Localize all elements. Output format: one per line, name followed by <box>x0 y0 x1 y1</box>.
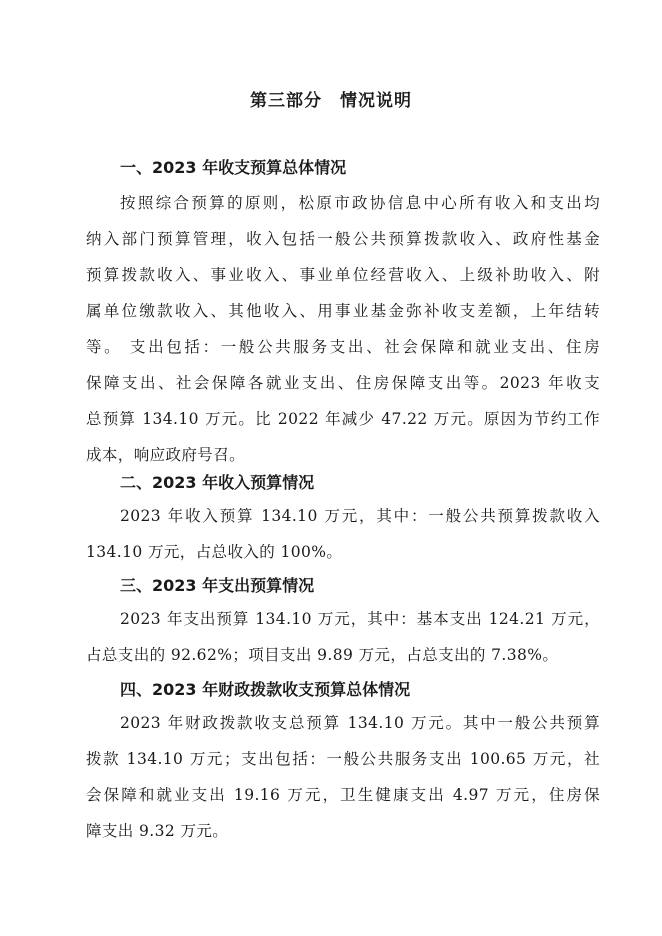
section-3-line-2: 占总支出的 92.62%；项目支出 9.89 万元，占总支出的 7.38%。 <box>86 646 559 664</box>
section-2-line-1: 2023 年收入预算 134.10 万元，其中：一般公共预算拨款收入 <box>120 507 600 525</box>
section-1-line-8: 成本，响应政府号召。 <box>86 446 246 464</box>
section-1-line-5: 等。 支出包括：一般公共服务支出、社会保障和就业支出、住房 <box>86 338 600 356</box>
section-1-line-3: 预算拨款收入、事业收入、事业单位经营收入、上级补助收入、附 <box>86 266 600 284</box>
section-1-line-6: 保障支出、社会保障各就业支出、住房保障支出等。2023 年收支 <box>86 374 600 392</box>
section-2-line-2: 134.10 万元，占总收入的 100%。 <box>86 543 343 561</box>
section-1-heading: 一、2023 年收支预算总体情况 <box>120 158 347 177</box>
section-2-heading: 二、2023 年收入预算情况 <box>120 473 315 492</box>
section-4-line-4: 障支出 9.32 万元。 <box>86 822 229 840</box>
section-1-line-7: 总预算 134.10 万元。比 2022 年减少 47.22 万元。原因为节约工作 <box>86 410 600 428</box>
section-4-heading: 四、2023 年财政拨款收支预算总体情况 <box>120 680 411 699</box>
section-1-line-2: 纳入部门预算管理，收入包括一般公共预算拨款收入、政府性基金 <box>86 230 600 248</box>
section-3-heading: 三、2023 年支出预算情况 <box>120 576 315 595</box>
section-1-line-4: 属单位缴款收入、其他收入、用事业基金弥补收支差额，上年结转 <box>86 302 600 320</box>
section-4-line-2: 拨款 134.10 万元；支出包括：一般公共服务支出 100.65 万元，社 <box>86 750 600 768</box>
section-1-line-1: 按照综合预算的原则，松原市政协信息中心所有收入和支出均 <box>120 194 600 212</box>
page-title: 第三部分 情况说明 <box>250 91 412 111</box>
section-4-line-3: 会保障和就业支出 19.16 万元，卫生健康支出 4.97 万元，住房保 <box>86 786 600 804</box>
section-3-line-1: 2023 年支出预算 134.10 万元，其中：基本支出 124.21 万元， <box>120 610 600 628</box>
section-4-line-1: 2023 年财政拨款收支总预算 134.10 万元。其中一般公共预算 <box>120 714 600 732</box>
